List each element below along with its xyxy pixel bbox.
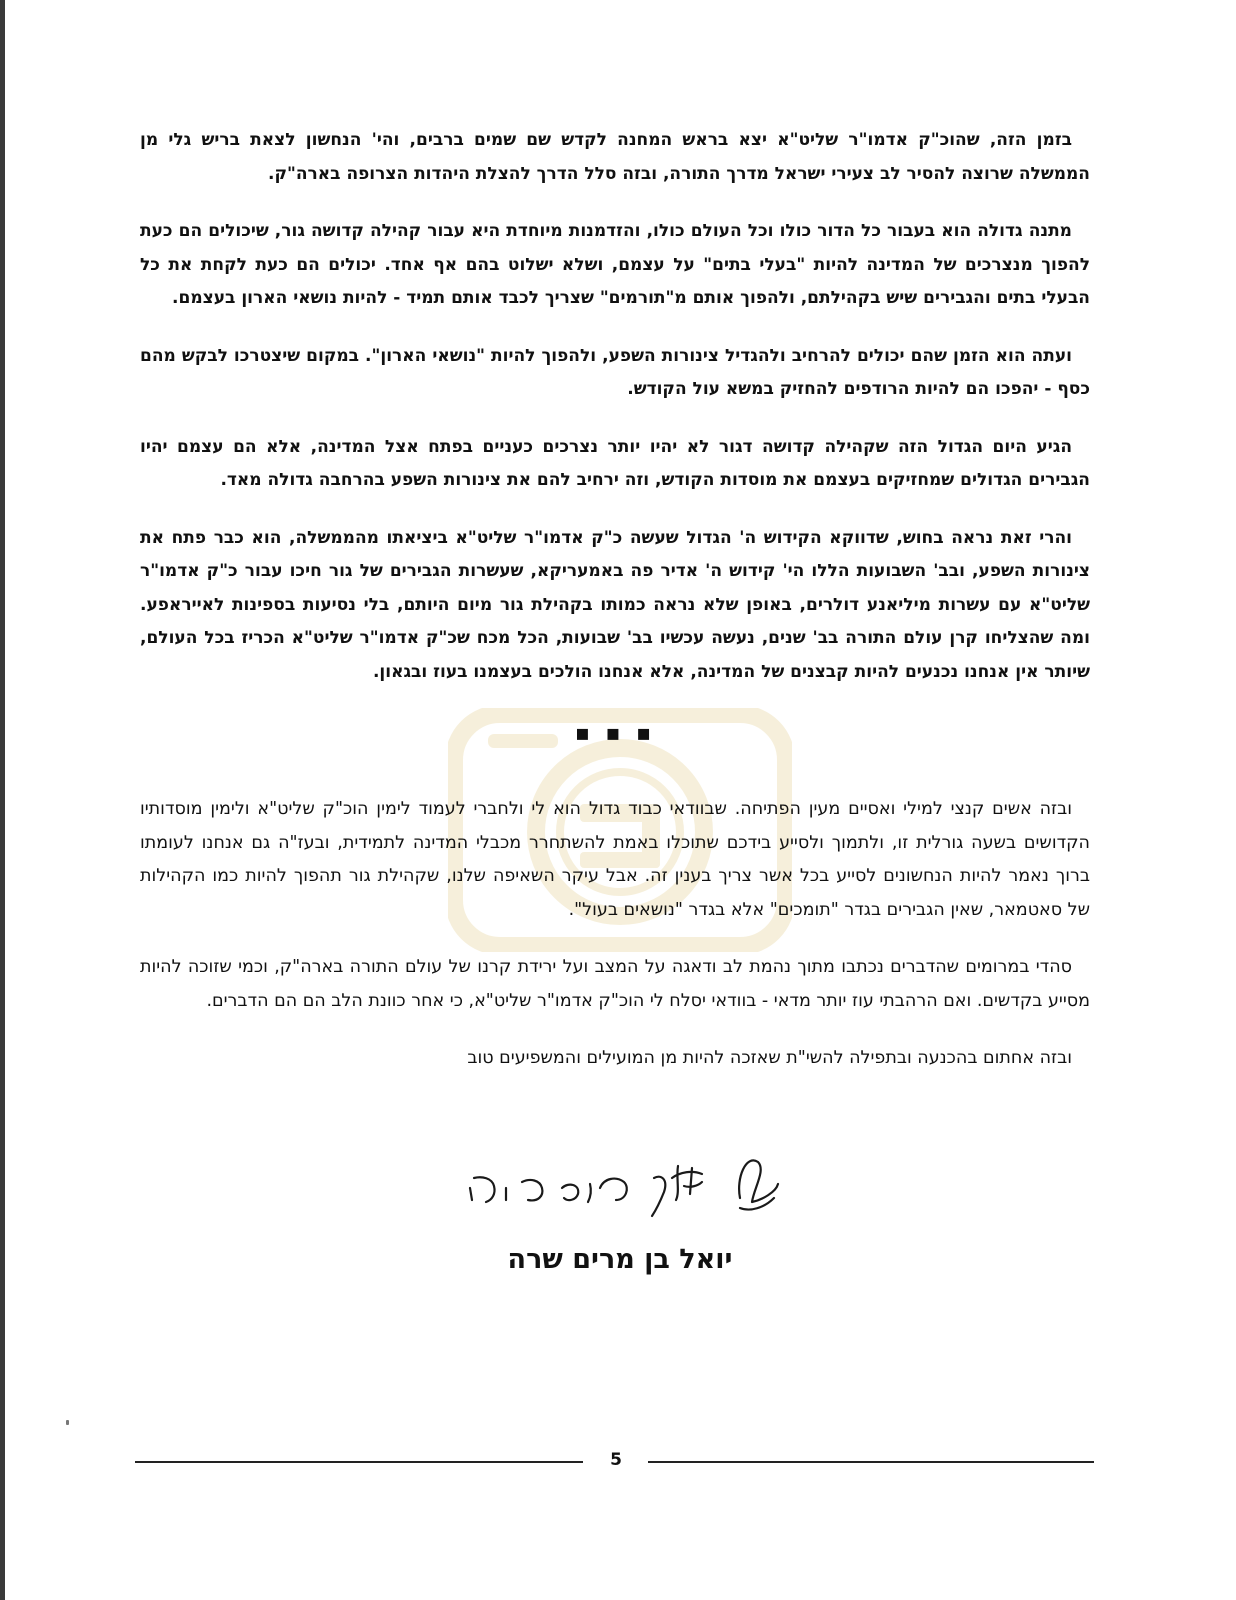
- scan-speck: [66, 1420, 69, 1425]
- closing-paragraph-2: סהדי במרומים שהדברים נכתבו מתוך נהמת לב ודאגה על המצב ועל ירידת קרנו של עולם התורה בארה"ק, וכמי שזוכה להיות מסייע בקדשים. ואם הרהבתי עוז יותר מדאי - בוודאי יסלח לי הוכ"ק אדמו"ר שליט"א, כי אחר כוונת הלב הם הם הדברים.: [140, 957, 1090, 1011]
- section-separator: ▪ ▪ ▪: [574, 721, 656, 746]
- body-paragraph-3: ועתה הוא הזמן שהם יכולים להרחיב ולהגדיל צינורות השפע, ולהפוך להיות "נושאי הארון". במקום שיצטרכו לבקש מהם כסף - יהפכו הם להיות הרודפים להחזיק במשא עול הקודש.: [140, 345, 1090, 399]
- letter-body: [140, 124, 1090, 1075]
- handwritten-signature: [440, 1148, 800, 1230]
- closing-paragraph-1: ובזה אשים קנצי למילי ואסיים מעין הפתיחה. שבוודאי כבוד גדול הוא לי ולחברי לעמוד לימין הוכ"ק שליט"א ולימין מוסדותיו הקדושים בשעה גורלית זו, ולתמוך ולסייע בידכם שתוכלו באמת להשתחרר מכבלי המדינה לתמידית, ובעז"ה גם אנחנו לעומתו ברוך נאמר להיות הנחשונים לסייע בכל אשר צריך בענין זה. אבל עיקר השאיפה שלנו, שקהילת גור תהפוך להיות כמו הקהילות של סאטמאר, שאין הגבירים בגדר "תומכים" אלא בגדר "נושאים בעול".: [140, 799, 1090, 920]
- signature-text: יואל בן מרים שרה: [442, 1226, 450, 1227]
- body-paragraph-2: מתנה גדולה הוא בעבור כל הדור כולו וכל העולם כולו, והזדמנות מיוחדת היא עבור קהילה קדושה גור, שיכולים הם כעת להפוך מנצרכים של המדינה להיות "בעלי בתים" על עצמם, ושלא ישלוט בהם אף אחד. יכולים הם כעת לקחת את כל הבעלי בתים והגבירים שיש בקהילתם, ולהפוך אותם מ"תורמים" שצריך לכבד אותם תמיד - להיות נושאי הארון בעצמם.: [140, 221, 1090, 308]
- body-paragraph-1: בזמן הזה, שהוכ"ק אדמו"ר שליט"א יצא בראש המחנה לקדש שם שמים ברבים, והי' הנחשון לצאת בריש גלי מן הממשלה שרוצה להסיר לב צעירי ישראל מדרך התורה, ובזה סלל הדרך להצלת היהדות הצרופה בארה"ק.: [140, 130, 1090, 184]
- scan-edge: [0, 0, 5, 1600]
- body-paragraph-4: הגיע היום הגדול הזה שקהילה קדושה דגור לא יהיו יותר נצרכים כעניים בפתח אצל המדינה, אלא הם עצמם יהיו הגבירים הגדולים שמחזיקים בעצמם את מוסדות הקודש, וזה ירחיב להם את צינורות השפע בהרחבה גדולה מאד.: [140, 436, 1090, 490]
- footer-rule-right: [648, 1461, 1094, 1463]
- footer-rule-left: [135, 1461, 583, 1463]
- signer-name: יואל בן מרים שרה: [507, 1244, 733, 1275]
- page-number: 5: [610, 1450, 622, 1470]
- closing-line: ובזה אחתום בהכנעה ובתפילה להשי"ת שאזכה להיות מן המועילים והמשפיעים טוב: [467, 1048, 1072, 1068]
- body-paragraph-5: והרי זאת נראה בחוש, שדווקא הקידוש ה' הגדול שעשה כ"ק אדמו"ר שליט"א ביציאתו מהממשלה, הוא כבר פתח את צינורות השפע, ובב' השבועות הללו הי' קידוש ה' אדיר פה באמעריקא, שעשרות הגבירים של גור חיכו עבור כ"ק אדמו"ר שליט"א עם עשרות מיליאנע דולרים, באופן שלא נראה כמותו בקהילת גור מיום היותם, בלי נסיעות בספינות לאייראפע. ומה שהצליחו קרן עולם התורה בב' שנים, נעשה עכשיו בב' שבועות, הכל מכח שכ"ק אדמו"ר שליט"א הכריז בכל העולם, שיותר אין אנחנו נכנעים להיות קבצנים של המדינה, אלא אנחנו הולכים בעצמנו בעוז ובגאון.: [140, 527, 1090, 682]
